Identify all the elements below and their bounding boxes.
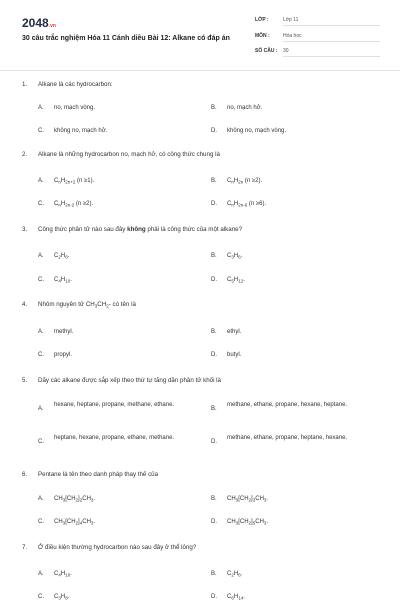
option-text: không no, mạch vòng. bbox=[227, 128, 287, 134]
option-key: D. bbox=[211, 277, 217, 283]
meta-value: 30 bbox=[283, 48, 380, 57]
meta-subject bbox=[255, 30, 380, 43]
meta-count bbox=[255, 45, 380, 58]
option-text: butyl. bbox=[227, 352, 242, 358]
emphasis-text: không bbox=[127, 226, 146, 233]
question-number: 2. bbox=[22, 151, 28, 158]
option-key: B. bbox=[211, 329, 217, 335]
option-text: $CH_3[CH_2]_4CH_3$. bbox=[54, 519, 96, 526]
option-key: D. bbox=[211, 201, 217, 207]
option-text: $C_5H_{12}$. bbox=[227, 277, 245, 284]
option-text: $C_nH_{2n}$ (n ≥2). bbox=[227, 178, 263, 185]
question-body: Ở điều kiện thường hydrocarbon nào sau đây ở thể lỏng? bbox=[38, 544, 197, 551]
option-key: B. bbox=[211, 496, 217, 502]
page-header bbox=[0, 0, 400, 71]
question-body: Dãy các alkane được sắp xếp theo thứ tự tăng dần phân tử khối là bbox=[38, 377, 221, 384]
option-text: $CH_3[CH_2]_3CH_3$. bbox=[227, 496, 269, 503]
meta-value: Lớp 11 bbox=[283, 17, 380, 26]
meta-class bbox=[255, 14, 380, 27]
meta-value: Hóa học bbox=[283, 33, 380, 42]
option-key: D. bbox=[211, 594, 217, 600]
question-body: Công thức phân tử nào sau đây không phải là công thức của một alkane? bbox=[38, 226, 243, 233]
option-text: ethyl. bbox=[227, 329, 242, 335]
question-text bbox=[22, 543, 196, 552]
question-text bbox=[22, 376, 221, 385]
option-key: D. bbox=[211, 519, 217, 525]
question-body: Alkane là các hydrocarbon: bbox=[38, 81, 113, 88]
logo-tld: .vn bbox=[48, 23, 56, 29]
option-key: A. bbox=[38, 178, 44, 184]
option-text: $CH_3[CH_2]_2CH_3$. bbox=[54, 496, 96, 503]
option-key: B. bbox=[211, 406, 217, 412]
option-text: methyl. bbox=[54, 329, 74, 335]
question-number: 3. bbox=[22, 226, 28, 233]
logo-text: 2048 bbox=[22, 16, 49, 30]
option-key: A. bbox=[38, 329, 44, 335]
option-key: D. bbox=[211, 439, 217, 445]
option-text: $C_3H_6$. bbox=[227, 253, 243, 260]
meta-label: MÔN : bbox=[255, 33, 270, 39]
option-text: $C_3H_8$. bbox=[54, 594, 70, 600]
option-key: C. bbox=[38, 594, 44, 600]
site-logo[interactable] bbox=[22, 16, 56, 30]
question-number: 5. bbox=[22, 377, 28, 384]
option-key: B. bbox=[211, 571, 217, 577]
option-text: $C_4H_{10}$. bbox=[54, 277, 72, 284]
option-text: methane, ethane, propane, heptane, hexane. bbox=[227, 435, 348, 441]
option-text: hexane, heptane, propane, methane, ethane. bbox=[54, 402, 175, 408]
option-key: C. bbox=[38, 201, 44, 207]
option-key: B. bbox=[211, 253, 217, 259]
option-key: D. bbox=[211, 128, 217, 134]
question-text bbox=[22, 150, 220, 159]
option-text: no, mạch vòng. bbox=[54, 105, 96, 111]
option-key: C. bbox=[38, 519, 44, 525]
option-text: heptane, hexane, propane, ethane, methane. bbox=[54, 435, 175, 441]
option-key: C. bbox=[38, 128, 44, 134]
question-body: Pentane là tên theo danh pháp thay thế của bbox=[38, 471, 159, 478]
option-key: A. bbox=[38, 571, 44, 577]
question-number: 7. bbox=[22, 544, 28, 551]
meta-label: LỚP : bbox=[255, 17, 269, 23]
option-text: methane, ethane, propane, hexane, heptane. bbox=[227, 402, 348, 408]
question-body: Nhóm nguyên tử $CH_3CH_2-$ có tên là bbox=[38, 301, 136, 309]
option-text: propyl. bbox=[54, 352, 73, 358]
option-text: không no, mạch hở. bbox=[54, 128, 108, 134]
question-number: 6. bbox=[22, 471, 28, 478]
option-key: A. bbox=[38, 496, 44, 502]
question-text bbox=[22, 470, 158, 479]
option-text: no, mạch hở. bbox=[227, 105, 263, 111]
option-text: $C_4H_{10}$. bbox=[54, 571, 72, 578]
question-text bbox=[22, 300, 136, 311]
option-key: A. bbox=[38, 406, 44, 412]
option-key: C. bbox=[38, 352, 44, 358]
option-text: $C_nH_{2n+2}$ (n ≥1). bbox=[54, 178, 95, 185]
option-key: C. bbox=[38, 439, 44, 445]
option-text: $C_2H_6$. bbox=[227, 571, 243, 578]
option-key: C. bbox=[38, 277, 44, 283]
question-text bbox=[22, 80, 113, 89]
question-number: 1. bbox=[22, 81, 28, 88]
option-key: A. bbox=[38, 253, 44, 259]
option-text: $C_nH_{2n-6}$ (n ≥6). bbox=[227, 201, 267, 208]
option-key: B. bbox=[211, 105, 217, 111]
meta-label: SỐ CÂU : bbox=[255, 48, 278, 54]
question-number: 4. bbox=[22, 301, 28, 308]
page-title: 30 câu trắc nghiệm Hóa 11 Cánh diều Bài 12: Alkane có đáp án bbox=[22, 35, 230, 42]
option-text: $CH_3[CH_2]_5CH_3$. bbox=[227, 519, 269, 526]
option-key: D. bbox=[211, 352, 217, 358]
option-key: B. bbox=[211, 178, 217, 184]
option-key: A. bbox=[38, 105, 44, 111]
question-body: Alkane là những hydrocarbon no, mạch hở, có công thức chung là bbox=[38, 151, 220, 158]
option-text: $C_2H_6$. bbox=[54, 253, 70, 260]
option-text: $C_6H_{14}$. bbox=[227, 594, 245, 600]
option-text: $C_nH_{2n-2}$ (n ≥2). bbox=[54, 201, 94, 208]
question-text bbox=[22, 225, 242, 234]
